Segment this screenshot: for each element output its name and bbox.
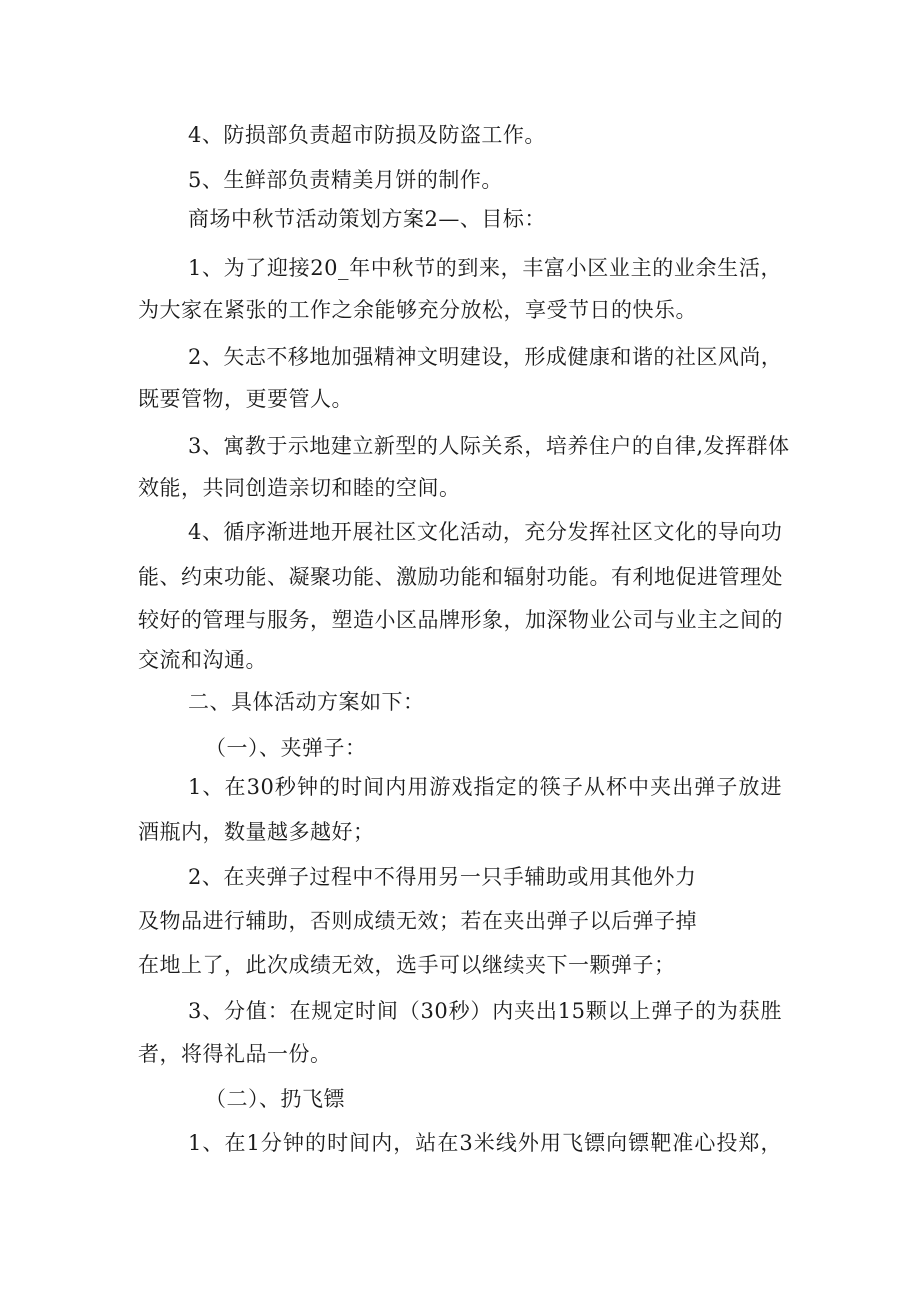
text-line: 酒瓶内，数量越多越好；: [138, 820, 375, 844]
section-heading: 二、具体活动方案如下：: [188, 690, 425, 714]
text-line: 5、生鲜部负责精美月饼的制作。: [188, 168, 503, 192]
text-line: 4、防损部负责超市防损及防盗工作。: [188, 123, 546, 147]
text-line: 交流和沟通。: [138, 648, 267, 672]
text-line: 为大家在紧张的工作之余能够充分放松，享受节日的快乐。: [138, 298, 697, 322]
text-line: 既要管物，更要管人。: [138, 387, 353, 411]
text-line: 商场中秋节活动策划方案2—、目标：: [188, 207, 546, 231]
text-line: 3、寓教于示地建立新型的人际关系，培养住户的自律,发挥群体: [188, 434, 790, 458]
text-line: 者，将得礼品一份。: [138, 1042, 332, 1066]
text-line: 较好的管理与服务，塑造小区品牌形象，加深物业公司与业主之间的: [138, 608, 783, 632]
text-line: 在地上了，此次成绩无效，选手可以继续夹下一颗弹子；: [138, 953, 676, 977]
text-line: 1、在1分钟的时间内，站在3米线外用飞镖向镖靶准心投郑，: [188, 1131, 782, 1155]
text-line: 2、矢志不移地加强精神文明建设，形成健康和谐的社区风尚，: [188, 345, 783, 369]
text-line: 能、约束功能、凝聚功能、激励功能和辐射功能。有利地促进管理处: [138, 565, 783, 589]
text-line: 2、在夹弹子过程中不得用另一只手辅助或用其他外力: [188, 865, 697, 889]
text-line: 1、为了迎接20_年中秋节的到来，丰富小区业主的业余生活，: [188, 256, 782, 280]
text-line: 1、在30秒钟的时间内用游戏指定的筷子从杯中夹出弹子放进: [188, 775, 782, 799]
text-line: 4、循序渐进地开展社区文化活动，充分发挥社区文化的导向功: [188, 520, 783, 544]
text-line: 3、分值：在规定时间（30秒）内夹出15颗以上弹子的为获胜: [188, 999, 782, 1023]
text-line: 效能，共同创造亲切和睦的空间。: [138, 476, 461, 500]
subsection-heading: （二）、扔飞镖: [205, 1087, 345, 1111]
text-line: 及物品进行辅助，否则成绩无效；若在夹出弹子以后弹子掉: [138, 909, 697, 933]
subsection-heading: （一）、夹弹子：: [205, 736, 367, 760]
